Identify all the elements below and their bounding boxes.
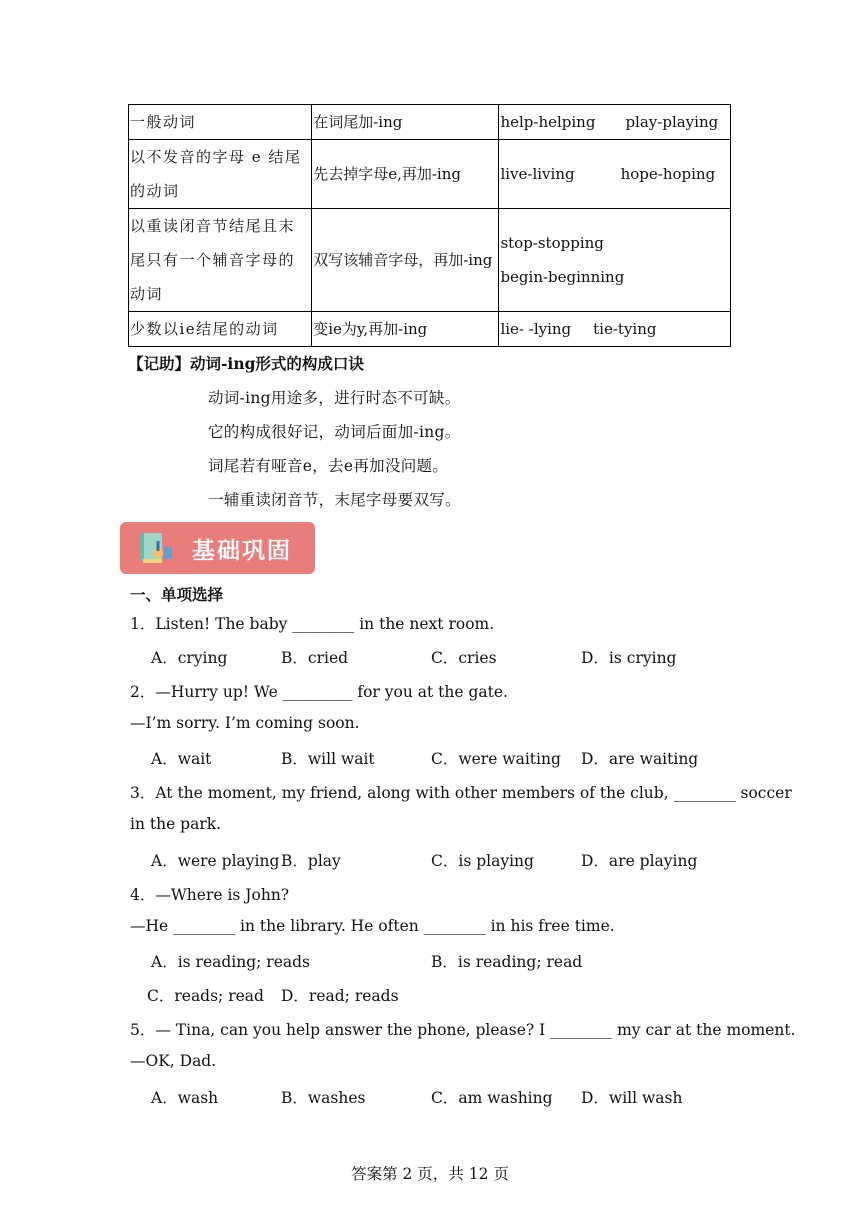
rule-cell: 双写该辅音字母，再加-ing: [312, 209, 499, 312]
option-d: D．are waiting: [581, 750, 699, 768]
option-a: A．were playing: [151, 852, 280, 870]
rule-cell: 在词尾加-ing: [312, 105, 499, 140]
option-c: C．reads; read: [147, 987, 264, 1005]
question-stem: —He ________ in the library. He often ________ in his free time.: [130, 917, 615, 935]
example-text: stop-stopping: [500, 234, 604, 252]
question-stem: 1．Listen! The baby ________ in the next room.: [130, 615, 495, 633]
memo-title: 【记助】动词-ing形式的构成口诀: [128, 354, 364, 373]
memo-line: 一辅重读闭音节，末尾字母要双写。: [208, 491, 461, 509]
example-cell: [499, 140, 731, 209]
option-d: D．read; reads: [281, 987, 399, 1005]
option-b: B．will wait: [281, 750, 375, 768]
example-cell: [499, 209, 731, 312]
option-a: A．wait: [151, 750, 212, 768]
table-row: [129, 140, 731, 209]
table-row: [129, 312, 731, 347]
question-stem: 4．—Where is John?: [130, 886, 290, 904]
rule-cell: 先去掉字母e,再加-ing: [312, 140, 499, 209]
option-a: A．is reading; reads: [151, 953, 310, 971]
rule-cell: 变ie为y,再加-ing: [312, 312, 499, 347]
example-cell: [499, 105, 731, 140]
verb-type-cell: 以不发音的字母 e 结尾的动词: [129, 140, 312, 209]
option-c: C．am washing: [431, 1089, 553, 1107]
question-stem: 2．—Hurry up! We _________ for you at the gate.: [130, 683, 508, 701]
memo-line: 它的构成很好记，动词后面加-ing。: [208, 423, 461, 441]
option-d: D．are playing: [581, 852, 698, 870]
option-d: D．will wash: [581, 1089, 683, 1107]
example-cell: [499, 312, 731, 347]
option-a: A．wash: [151, 1089, 219, 1107]
option-b: B．washes: [281, 1089, 366, 1107]
option-b: B．is reading; read: [431, 953, 583, 971]
example-text: lie- -lying: [500, 320, 572, 338]
book-icon: [136, 529, 176, 567]
question-stem: —I’m sorry. I’m coming soon.: [130, 714, 360, 732]
ing-rules-table: [128, 104, 731, 347]
question-stem: in the park.: [130, 815, 222, 833]
question-stem: 5．— Tina, can you help answer the phone, please? I ________ my car at the moment.: [130, 1021, 796, 1039]
option-a: A．crying: [151, 649, 228, 667]
option-b: B．play: [281, 852, 341, 870]
question-stem: 3．At the moment, my friend, along with other members of the club, ________ soccer: [130, 784, 792, 802]
section-title: 一、单项选择: [130, 585, 224, 604]
example-text: hope-hoping: [620, 165, 716, 183]
section-banner: [120, 522, 315, 574]
option-b: B．cried: [281, 649, 349, 667]
option-c: C．cries: [431, 649, 497, 667]
option-d: D．is crying: [581, 649, 677, 667]
example-text: live-living: [500, 165, 575, 183]
table-row: [129, 105, 731, 140]
verb-type-cell: 一般动词: [129, 105, 312, 140]
verb-type-cell: 少数以ie结尾的动词: [129, 312, 312, 347]
example-text: tie-tying: [593, 320, 657, 338]
page-footer: 答案第 2 页，共 12 页: [351, 1165, 509, 1183]
example-text: begin-beginning: [500, 268, 625, 286]
example-text: help-helping: [500, 113, 596, 131]
option-c: C．were waiting: [431, 750, 561, 768]
verb-type-cell: 以重读闭音节结尾且末尾只有一个辅音字母的动词: [129, 209, 312, 312]
memo-line: 动词-ing用途多，进行时态不可缺。: [208, 389, 461, 407]
memo-line: 词尾若有哑音e，去e再加没问题。: [208, 457, 449, 475]
banner-label: 基础巩固: [192, 538, 292, 564]
question-stem: —OK, Dad.: [130, 1052, 217, 1070]
option-c: C．is playing: [431, 852, 534, 870]
example-text: play-playing: [625, 113, 719, 131]
table-row: [129, 209, 731, 312]
